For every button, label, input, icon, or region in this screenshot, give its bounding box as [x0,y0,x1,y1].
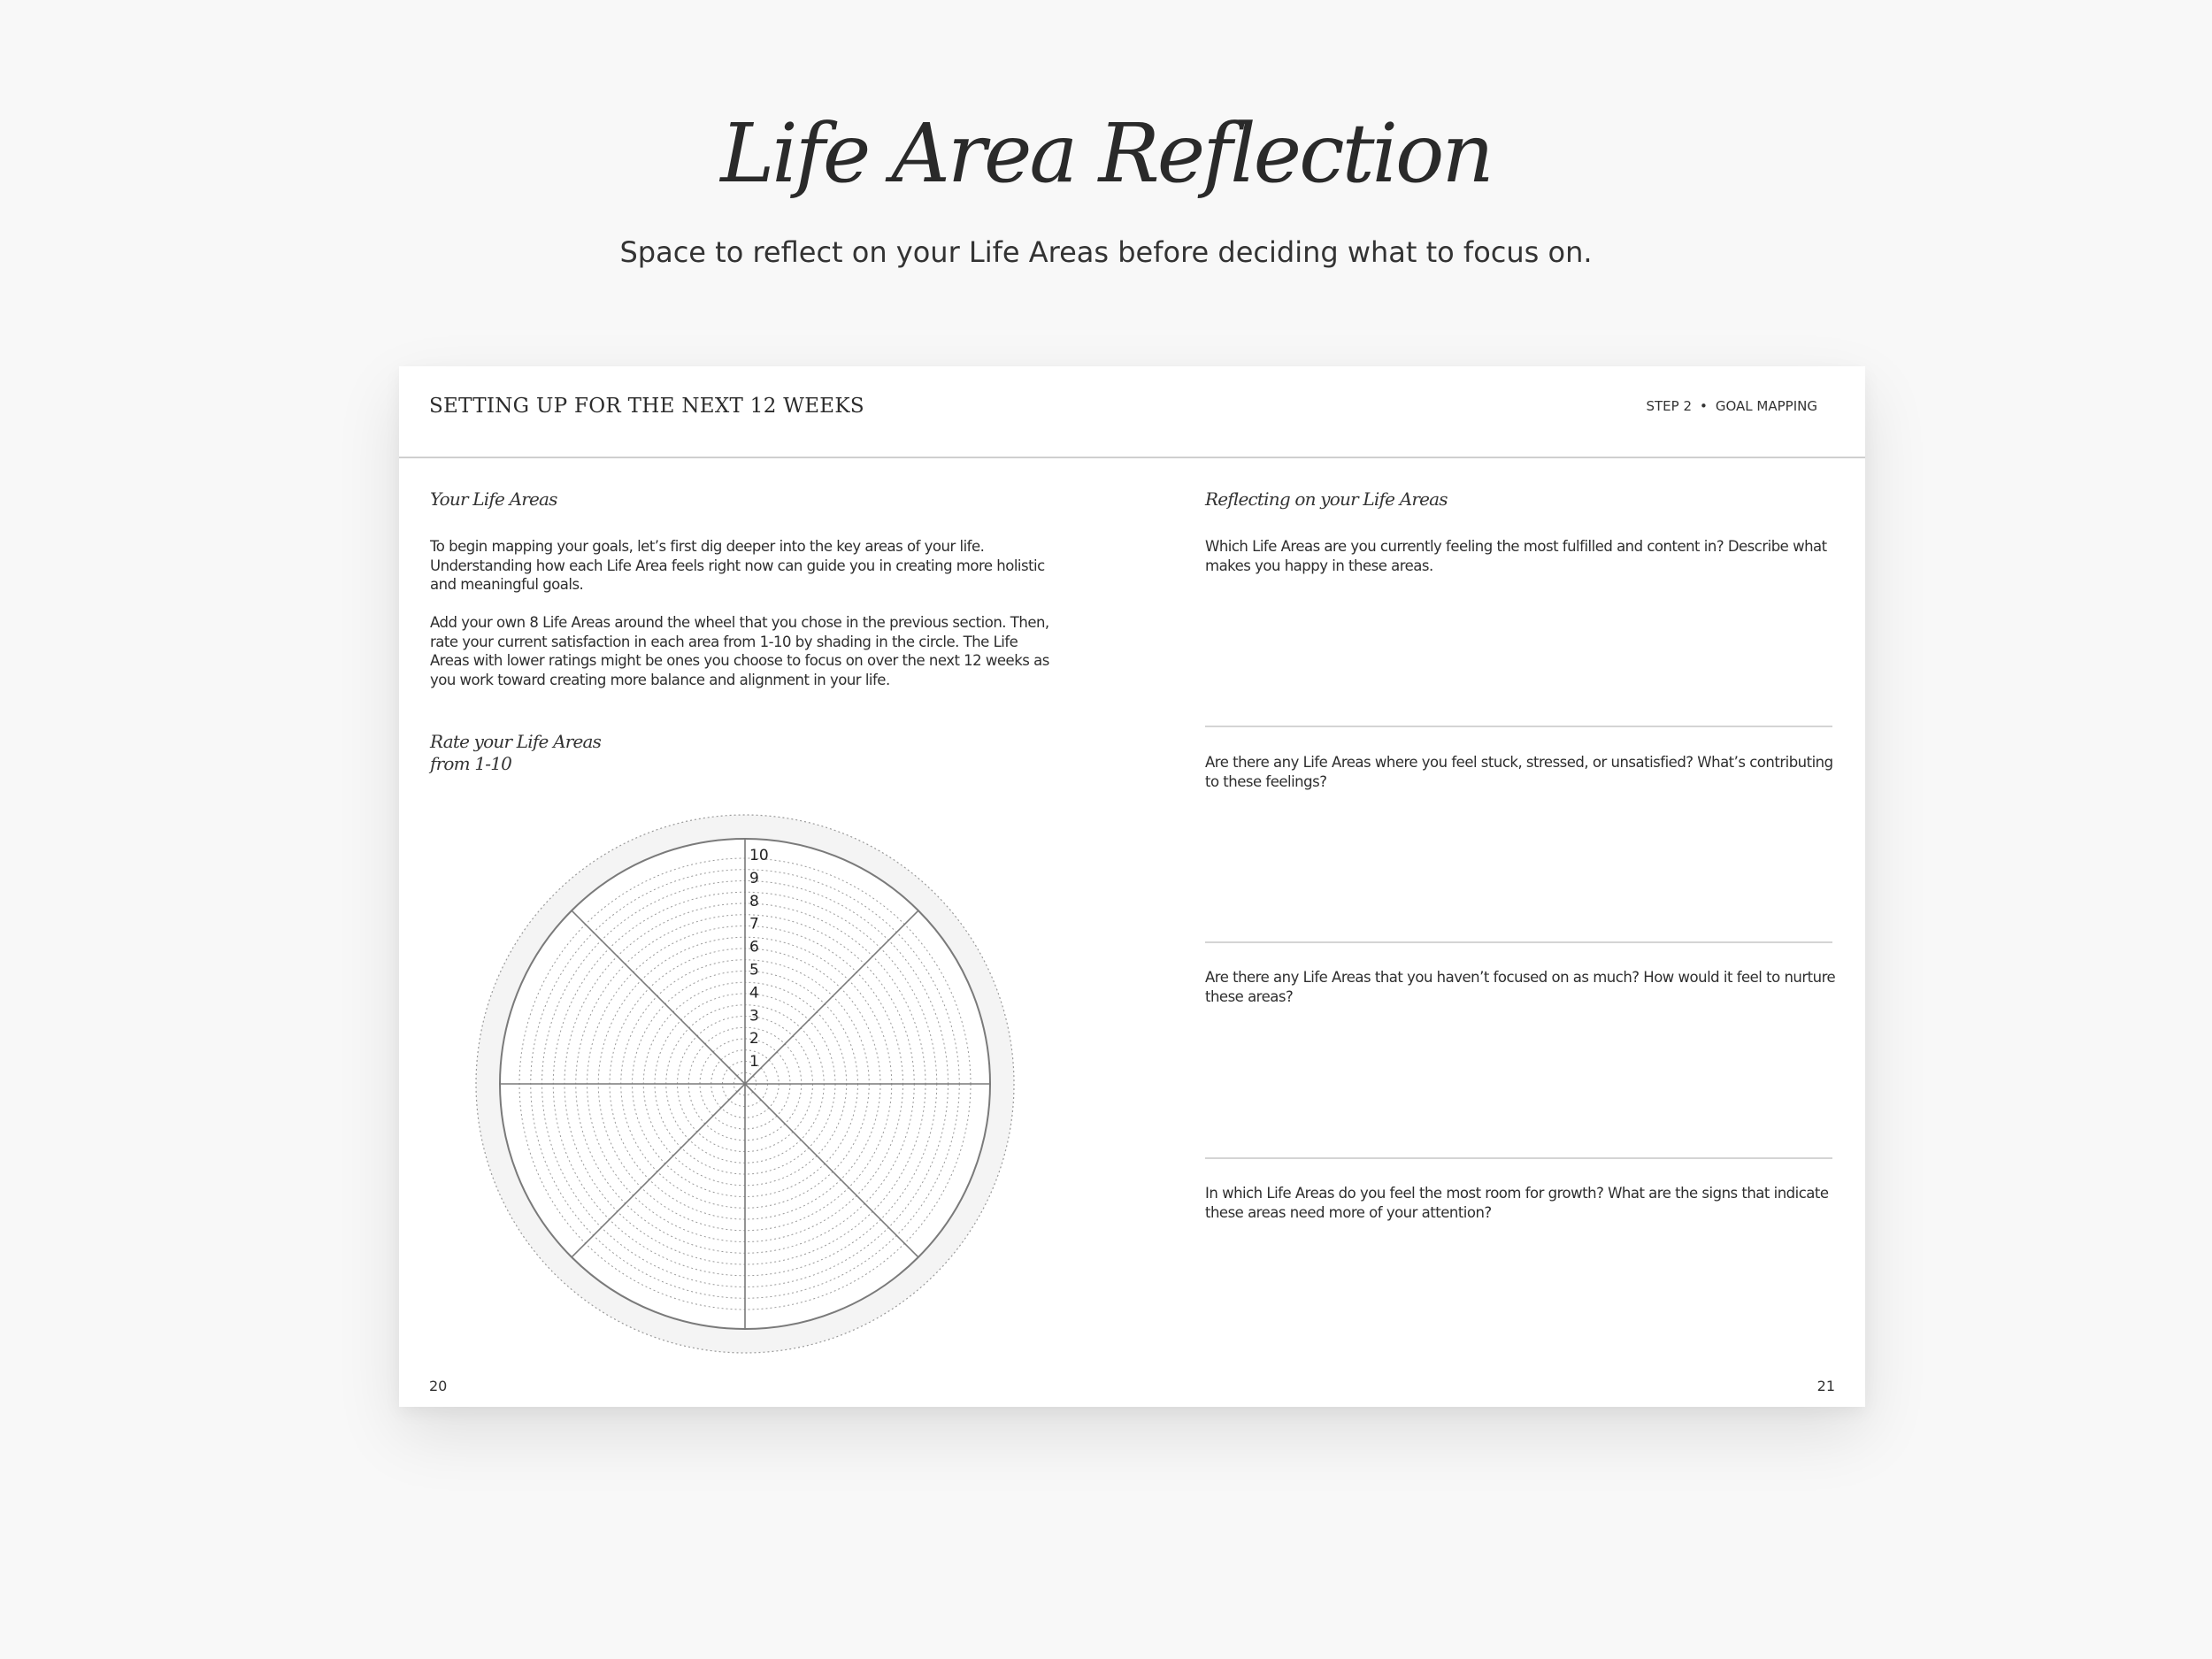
wheel-scale-label: 4 [749,984,759,1002]
your-life-areas-heading: Your Life Areas [430,488,557,510]
header-divider [399,457,1865,458]
page-number-left: 20 [429,1378,448,1394]
answer-line-1[interactable] [1205,726,1832,727]
step-indicator [1646,398,1817,414]
wheel-scale-label: 1 [749,1053,759,1071]
page-number-right: 21 [1816,1378,1835,1394]
wheel-scale-label: 8 [749,892,759,910]
planner-spread [399,366,1865,1407]
rate-heading-line-2: from 1-10 [430,753,512,774]
wheel-scale-label: 5 [749,961,759,979]
wheel-scale-label: 7 [749,915,759,933]
step-section: GOAL MAPPING [1715,398,1817,414]
wheel-scale-label: 3 [749,1007,759,1025]
question-2: Are there any Life Areas where you feel stuck, stressed, or unsatisfied? What’s contributing to these feelings? [1205,754,1833,790]
wheel-scale-label: 10 [749,847,769,864]
answer-line-2[interactable] [1205,941,1832,943]
page-title: Life Area Reflection [720,106,1492,201]
question-3: Are there any Life Areas that you haven’t focused on as much? How would it feel to nurture these areas? [1205,969,1836,1005]
wheel-scale-label: 6 [749,938,759,956]
spread-header-title: SETTING UP FOR THE NEXT 12 WEEKS [429,395,864,418]
wheel-scale-label: 2 [749,1030,759,1048]
reflecting-heading: Reflecting on your Life Areas [1205,488,1448,510]
life-wheel[interactable] [475,814,1015,1354]
question-4: In which Life Areas do you feel the most room for growth? What are the signs that indicate these areas need more of your attention? [1205,1185,1829,1221]
step-label: STEP 2 [1646,398,1693,414]
rate-heading [430,731,601,775]
rate-heading-line-1: Rate your Life Areas [430,731,602,752]
intro-paragraph: To begin mapping your goals, let’s first dig deeper into the key areas of your life. Understanding how each Life Area feels right now can guide you in creating more holistic and meaningful goals. [430,538,1045,593]
wheel-scale-label: 9 [749,869,759,887]
wheel-spokes [500,839,990,1329]
step-separator: • [1700,398,1708,414]
page-subtitle: Space to reflect on your Life Areas before deciding what to focus on. [619,235,1593,269]
answer-line-3[interactable] [1205,1157,1832,1159]
question-1: Which Life Areas are you currently feeling the most fulfilled and content in? Describe what makes you happy in these areas. [1205,538,1827,574]
instructions-paragraph: Add your own 8 Life Areas around the wheel that you chose in the previous section. Then, rate your current satisfaction in each area from 1-10 by shading in the circle. The Life Areas with lower ratings might be ones you choose to focus on over the next 12 weeks as you work toward creating more balance and alignment in your life. [430,614,1049,688]
